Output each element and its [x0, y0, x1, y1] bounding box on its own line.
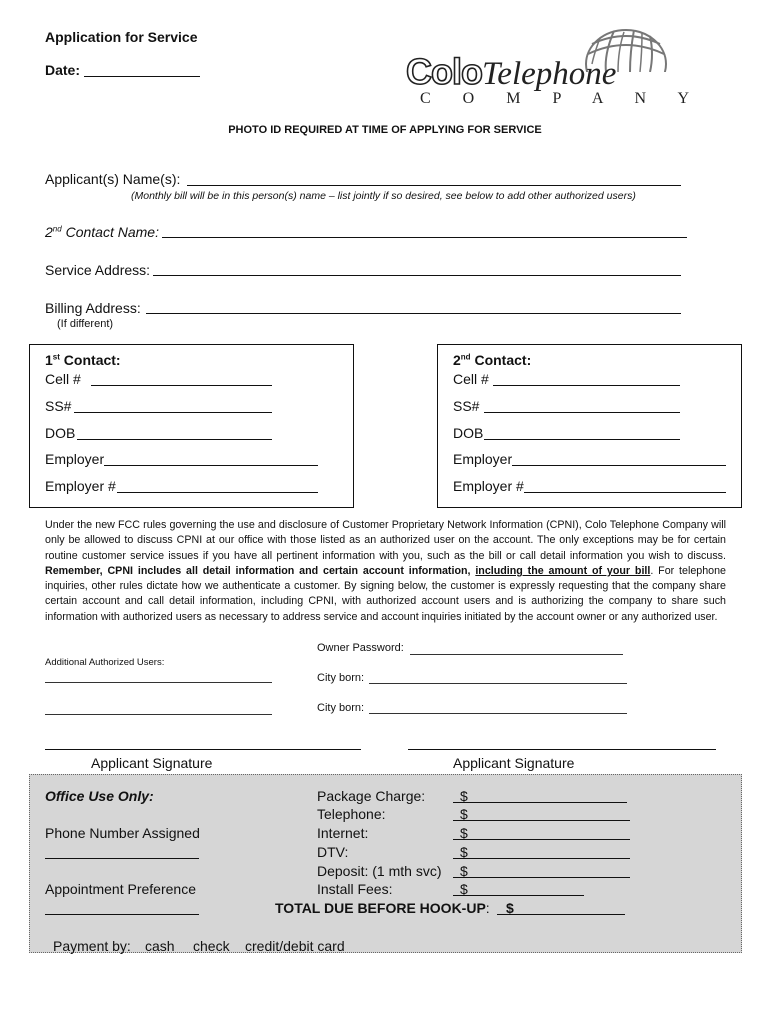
- telephone-dollar: $: [460, 806, 468, 822]
- contact-1-employer-num-field[interactable]: [117, 492, 318, 493]
- contact-1-dob-field[interactable]: [77, 439, 272, 440]
- total-colon: :: [485, 900, 490, 916]
- date-label-text: Date:: [45, 62, 81, 78]
- cpni-text-1: Under the new FCC rules governing the use and disclosure of Customer Proprietary Network Information (CPNI), Colo Telephone Company will only be allowed to discuss CPNI at our office with those listed as an authorized user on the account. The only exceptions may be for certain routine customer service issues if you have all pertinent information with you, such as the bill or call detail information you wish to discuss.: [45, 519, 726, 562]
- contact-2-employer-num-label: Employer #: [453, 478, 524, 494]
- signature-right-field[interactable]: [408, 749, 716, 750]
- contact-1-ss-label: SS#: [45, 398, 72, 414]
- package-field[interactable]: [453, 802, 627, 803]
- total-due: [275, 900, 490, 916]
- contact-2-title-text: Contact:: [470, 352, 532, 368]
- contact-1-dob-label: DOB: [45, 425, 76, 441]
- city-born-1-field[interactable]: [369, 683, 627, 684]
- total-label: TOTAL DUE BEFORE HOOK-UP: [275, 900, 486, 916]
- form-title: Application for Service: [45, 29, 198, 45]
- contact-1-sup: st: [52, 352, 60, 362]
- package-label: Package Charge:: [317, 788, 426, 804]
- contact-1-ss-field[interactable]: [74, 412, 272, 413]
- payment-card[interactable]: credit/debit card: [245, 938, 345, 954]
- payment-check[interactable]: check: [193, 938, 230, 954]
- company-logo: [400, 24, 704, 110]
- cpni-text-2: . For telephone inquiries, other rules dictate how we authenticate a customer. By signing below, the customer is expressly requesting that the company share certain account and call detail information, including CPNI, with authorized account users and is authorizing the company to share such information with authorized users as necessary to address service and account inquiries initiated by the account owner or any authorized user.: [45, 564, 727, 623]
- contact-1-ord: 1: [45, 352, 53, 368]
- authorized-user-2-field[interactable]: [45, 714, 272, 715]
- cpni-bold-underline: including the amount of your bill: [475, 564, 651, 577]
- install-dollar: $: [460, 881, 468, 897]
- deposit-field[interactable]: [453, 877, 630, 878]
- cpni-paragraph: [45, 518, 726, 625]
- contact-1-cell-field[interactable]: [91, 385, 272, 386]
- total-field[interactable]: [497, 914, 625, 915]
- payment-by-label: Payment by:: [53, 938, 131, 954]
- applicant-note: (Monthly bill will be in this person(s) name – list jointly if so desired, see below to add other authorized users): [131, 190, 636, 202]
- contact-1-employer-label: Employer: [45, 451, 105, 467]
- contact-2-employer-num-field[interactable]: [524, 492, 726, 493]
- internet-field[interactable]: [453, 839, 630, 840]
- applicant-name-field[interactable]: [187, 185, 681, 186]
- signature-left-label: Applicant Signature: [91, 755, 213, 771]
- contact-2-cell-label: Cell #: [453, 371, 489, 387]
- second-contact-label: [45, 224, 159, 240]
- owner-password-field[interactable]: [410, 654, 623, 655]
- appointment-field[interactable]: [45, 914, 199, 915]
- appointment-label: Appointment Preference: [45, 881, 196, 897]
- contact-2-ss-label: SS#: [453, 398, 480, 414]
- signature-right-label: Applicant Signature: [453, 755, 575, 771]
- additional-users-label: Additional Authorized Users:: [45, 657, 165, 668]
- logo-brand-italic: Telephone: [481, 56, 617, 92]
- contact-2-employer-label: Employer: [453, 451, 513, 467]
- city-born-1-label: City born:: [317, 672, 365, 684]
- city-born-2-field[interactable]: [369, 713, 627, 714]
- contact-2-cell-field[interactable]: [493, 385, 680, 386]
- contact-1-title-text: Contact:: [59, 352, 121, 368]
- service-address-label: Service Address:: [45, 262, 151, 278]
- logo-brand: [406, 52, 616, 94]
- install-field[interactable]: [453, 895, 584, 896]
- signature-left-field[interactable]: [45, 749, 361, 750]
- payment-cash[interactable]: cash: [145, 938, 175, 954]
- dtv-label: DTV:: [317, 844, 349, 860]
- contact-2-ord: 2: [453, 352, 461, 368]
- telephone-field[interactable]: [453, 820, 630, 821]
- contact-2-title: [453, 352, 531, 368]
- install-label: Install Fees:: [317, 881, 393, 897]
- cpni-bold-1: Remember, CPNI includes all detail information and certain account information,: [45, 564, 476, 577]
- total-dollar: $: [506, 900, 514, 916]
- dtv-dollar: $: [460, 844, 468, 860]
- billing-note: (If different): [57, 318, 114, 330]
- dtv-field[interactable]: [453, 858, 630, 859]
- logo-brand-bold: Colo: [406, 51, 482, 92]
- internet-dollar: $: [460, 825, 468, 841]
- billing-address-label: Billing Address:: [45, 300, 141, 316]
- logo-company: C O M P A N Y: [420, 90, 704, 107]
- contact-1-employer-num-label: Employer #: [45, 478, 116, 494]
- contact-2-ss-field[interactable]: [484, 412, 680, 413]
- phone-assigned-label: Phone Number Assigned: [45, 825, 200, 841]
- contact-2-sup: nd: [460, 352, 471, 362]
- deposit-label: Deposit: (1 mth svc): [317, 863, 442, 879]
- second-contact-field[interactable]: [162, 237, 687, 238]
- billing-address-field[interactable]: [146, 313, 681, 314]
- office-use-title: Office Use Only:: [45, 788, 154, 804]
- contact-2-dob-field[interactable]: [484, 439, 680, 440]
- owner-password-label: Owner Password:: [317, 642, 404, 654]
- date-label: [45, 62, 80, 78]
- city-born-2-label: City born:: [317, 702, 365, 714]
- phone-assigned-field[interactable]: [45, 858, 199, 859]
- internet-label: Internet:: [317, 825, 369, 841]
- contact-2-dob-label: DOB: [453, 425, 484, 441]
- telephone-label: Telephone:: [317, 806, 386, 822]
- date-field[interactable]: [84, 76, 200, 77]
- authorized-user-1-field[interactable]: [45, 682, 272, 683]
- contact-1-cell-label: Cell #: [45, 371, 81, 387]
- photo-id-notice: PHOTO ID REQUIRED AT TIME OF APPLYING FOR SERVICE: [228, 124, 542, 136]
- second-contact-ord: 2: [45, 224, 53, 240]
- contact-1-employer-field[interactable]: [104, 465, 318, 466]
- package-dollar: $: [460, 788, 468, 804]
- applicant-label: Applicant(s) Name(s):: [45, 171, 181, 187]
- contact-2-employer-field[interactable]: [512, 465, 726, 466]
- contact-1-title: [45, 352, 121, 368]
- second-contact-text: Contact Name:: [61, 224, 159, 240]
- second-contact-sup: nd: [52, 224, 62, 234]
- deposit-dollar: $: [460, 863, 468, 879]
- service-address-field[interactable]: [153, 275, 681, 276]
